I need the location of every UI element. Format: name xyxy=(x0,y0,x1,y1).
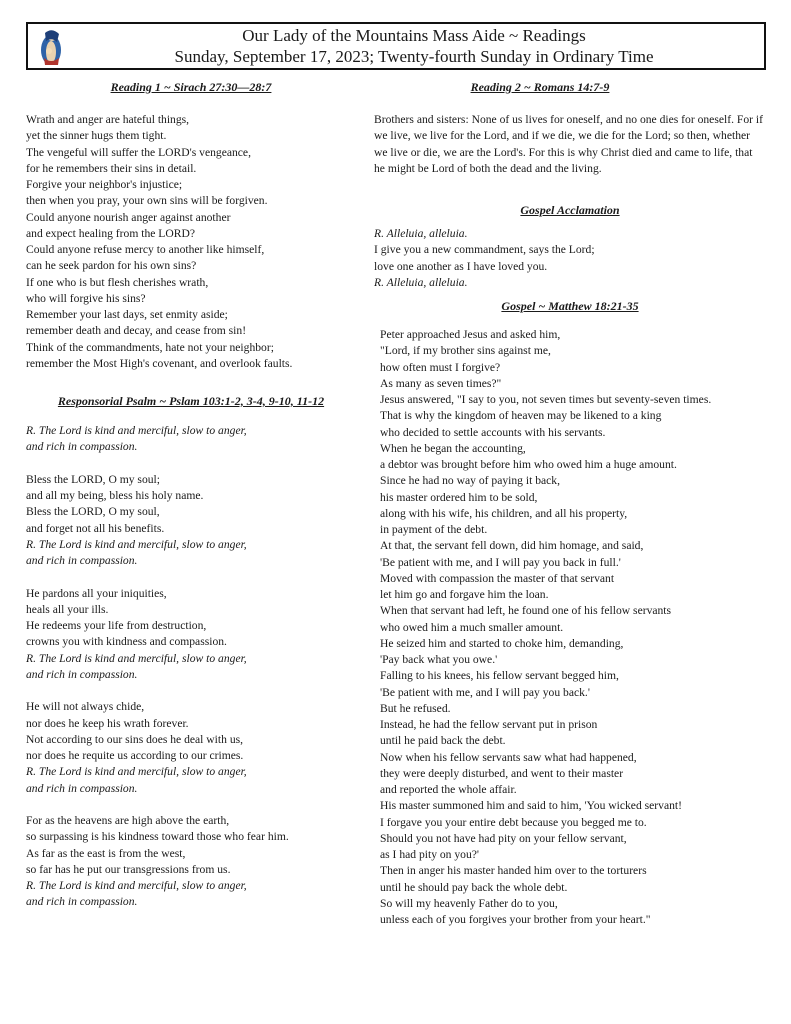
gospel-text xyxy=(374,327,774,928)
reading1-heading: Reading 1 ~ Sirach 27:30—28:7 xyxy=(110,80,272,94)
text-line: unless each of you forgives your brother from your heart." xyxy=(380,913,651,926)
acclamation-alleluia: R. Alleluia, alleluia. xyxy=(374,227,468,240)
psalm-response: and rich in compassion. xyxy=(26,440,138,454)
reading1-text xyxy=(26,112,356,372)
psalm-line: He redeems your life from destruction, xyxy=(26,619,207,632)
psalm-response: and rich in compassion. xyxy=(26,781,138,795)
text-line: then when you pray, your own sins will be forgiven. xyxy=(26,194,268,208)
text-line: Could anyone refuse mercy to another like himself, xyxy=(26,243,265,256)
gospel-heading: Gospel ~ Matthew 18:21-35 xyxy=(501,299,639,313)
text-line: When he began the accounting, xyxy=(380,441,526,455)
page-header xyxy=(26,22,766,70)
text-line: Forgive your neighbor's injustice; xyxy=(26,178,183,191)
psalm-heading: Responsorial Psalm ~ Pslam 103:1-2, 3-4, 9-10, 11-12 xyxy=(57,394,325,408)
reading2-heading: Reading 2 ~ Romans 14:7-9 xyxy=(470,80,610,94)
text-line: Jesus answered, "I say to you, not seven times but seventy-seven times. xyxy=(380,393,712,406)
psalm-line: As far as the east is from the west, xyxy=(26,846,186,860)
psalm-line: For as the heavens are high above the earth, xyxy=(26,814,230,827)
psalm-text xyxy=(26,423,356,911)
text-line: Think of the commandments, hate not your neighbor; xyxy=(26,340,274,354)
psalm-line: He pardons all your iniquities, xyxy=(26,586,167,600)
acclamation-text xyxy=(374,226,774,291)
text-line: they were deeply disturbed, and went to their master xyxy=(380,766,624,780)
text-line: Now when his fellow servants saw what had happened, xyxy=(380,750,637,764)
psalm-response: and rich in compassion. xyxy=(26,667,138,681)
text-line: who owed him a much smaller amount. xyxy=(380,620,564,634)
text-line: as I had pity on you?' xyxy=(380,848,480,861)
text-line: That is why the kingdom of heaven may be likened to a king xyxy=(380,409,662,423)
text-line: Since he had no way of paying it back, xyxy=(380,474,560,488)
text-line: Remember your last days, set enmity aside; xyxy=(26,308,228,321)
text-line: Instead, he had the fellow servant put in prison xyxy=(380,718,598,731)
text-line: I forgave you your entire debt because you begged me to. xyxy=(380,815,647,829)
text-line: His master summoned him and said to him, 'You wicked servant! xyxy=(380,799,682,813)
text-line: As many as seven times?" xyxy=(380,376,502,390)
text-line: until he paid back the debt. xyxy=(380,734,506,748)
text-line: a debtor was brought before him who owed him a huge amount. xyxy=(380,458,677,471)
madonna-logo-icon xyxy=(36,28,66,66)
left-column xyxy=(26,80,356,911)
text-line: how often must I forgive? xyxy=(380,360,501,374)
text-line: along with his wife, his children, and all his property, xyxy=(380,506,628,520)
psalm-line: so surpassing is his kindness toward those who fear him. xyxy=(26,830,289,844)
psalm-line: and all my being, bless his holy name. xyxy=(26,489,204,502)
text-line: But he refused. xyxy=(380,701,451,715)
text-line: Falling to his knees, his fellow servant begged him, xyxy=(380,669,619,683)
psalm-line: nor does he requite us according to our crimes. xyxy=(26,749,244,762)
acclamation-heading: Gospel Acclamation xyxy=(520,203,620,217)
text-line: who will forgive his sins? xyxy=(26,291,146,305)
psalm-line: heals all your ills. xyxy=(26,602,109,616)
psalm-line: Bless the LORD, O my soul, xyxy=(26,505,160,519)
text-line: remember the Most High's covenant, and overlook faults. xyxy=(26,356,293,370)
page-title: Our Lady of the Mountains Mass Aide ~ Readings xyxy=(242,26,586,45)
text-line: "Lord, if my brother sins against me, xyxy=(380,344,551,358)
text-line: 'Be patient with me, and I will pay you back.' xyxy=(380,685,590,699)
psalm-response: and rich in compassion. xyxy=(26,895,138,909)
text-line: his master ordered him to be sold, xyxy=(380,490,538,504)
text-line: The vengeful will suffer the LORD's vengeance, xyxy=(26,145,251,159)
psalm-response: R. The Lord is kind and merciful, slow to anger, xyxy=(26,651,247,665)
psalm-response: R. The Lord is kind and merciful, slow to anger, xyxy=(26,424,247,437)
reading2-text: Brothers and sisters: None of us lives for oneself, and no one dies for oneself. For if we live, we live for the Lord, and if we die, we die for the Lord; so then, whether we live or die, we are the Lord's. For this is why Christ died and came to life, that he might be Lord of both the dead and the living. xyxy=(374,113,763,175)
psalm-response: R. The Lord is kind and merciful, slow to anger, xyxy=(26,879,247,892)
psalm-line: crowns you with kindness and compassion. xyxy=(26,635,227,649)
text-line: Then in anger his master handed him over to the torturers xyxy=(380,864,647,878)
text-line: He seized him and started to choke him, demanding, xyxy=(380,636,624,650)
text-line: until he should pay back the whole debt. xyxy=(380,880,568,894)
text-line: can he seek pardon for his own sins? xyxy=(26,259,197,273)
psalm-line: Bless the LORD, O my soul; xyxy=(26,472,160,486)
text-line: and expect healing from the LORD? xyxy=(26,226,196,240)
psalm-response: R. The Lord is kind and merciful, slow to anger, xyxy=(26,537,247,551)
text-line: Should you not have had pity on your fellow servant, xyxy=(380,831,627,845)
text-line: who decided to settle accounts with his servants. xyxy=(380,425,606,439)
psalm-line: and forget not all his benefits. xyxy=(26,521,165,535)
psalm-line: nor does he keep his wrath forever. xyxy=(26,716,189,730)
text-line: At that, the servant fell down, did him homage, and said, xyxy=(380,539,644,553)
text-line: let him go and forgave him the loan. xyxy=(380,588,549,601)
right-column xyxy=(374,80,774,928)
psalm-response: R. The Lord is kind and merciful, slow to anger, xyxy=(26,765,247,779)
text-line: for he remembers their sins in detail. xyxy=(26,161,197,175)
text-line: yet the sinner hugs them tight. xyxy=(26,129,167,143)
text-line: and reported the whole affair. xyxy=(380,783,517,796)
page-subtitle: Sunday, September 17, 2023; Twenty-fourth Sunday in Ordinary Time xyxy=(174,47,654,66)
psalm-line: Not according to our sins does he deal with us, xyxy=(26,732,244,746)
psalm-response: and rich in compassion. xyxy=(26,554,138,567)
text-line: If one who is but flesh cherishes wrath, xyxy=(26,275,209,289)
psalm-line: so far has he put our transgressions from us. xyxy=(26,862,231,876)
text-line: So will my heavenly Father do to you, xyxy=(380,896,558,910)
acclamation-line: I give you a new commandment, says the Lord; xyxy=(374,243,595,257)
text-line: in payment of the debt. xyxy=(380,523,488,536)
text-line: Peter approached Jesus and asked him, xyxy=(380,328,561,341)
acclamation-line: love one another as I have loved you. xyxy=(374,259,548,273)
text-line: 'Be patient with me, and I will pay you back in full.' xyxy=(380,555,621,569)
text-line: 'Pay back what you owe.' xyxy=(380,653,498,666)
text-line: When that servant had left, he found one of his fellow servants xyxy=(380,604,672,618)
text-line: Could anyone nourish anger against another xyxy=(26,210,231,224)
text-line: Moved with compassion the master of that servant xyxy=(380,571,615,585)
acclamation-alleluia: R. Alleluia, alleluia. xyxy=(374,275,468,289)
psalm-line: He will not always chide, xyxy=(26,700,145,714)
text-line: Wrath and anger are hateful things, xyxy=(26,113,190,126)
text-line: remember death and decay, and cease from sin! xyxy=(26,324,247,338)
